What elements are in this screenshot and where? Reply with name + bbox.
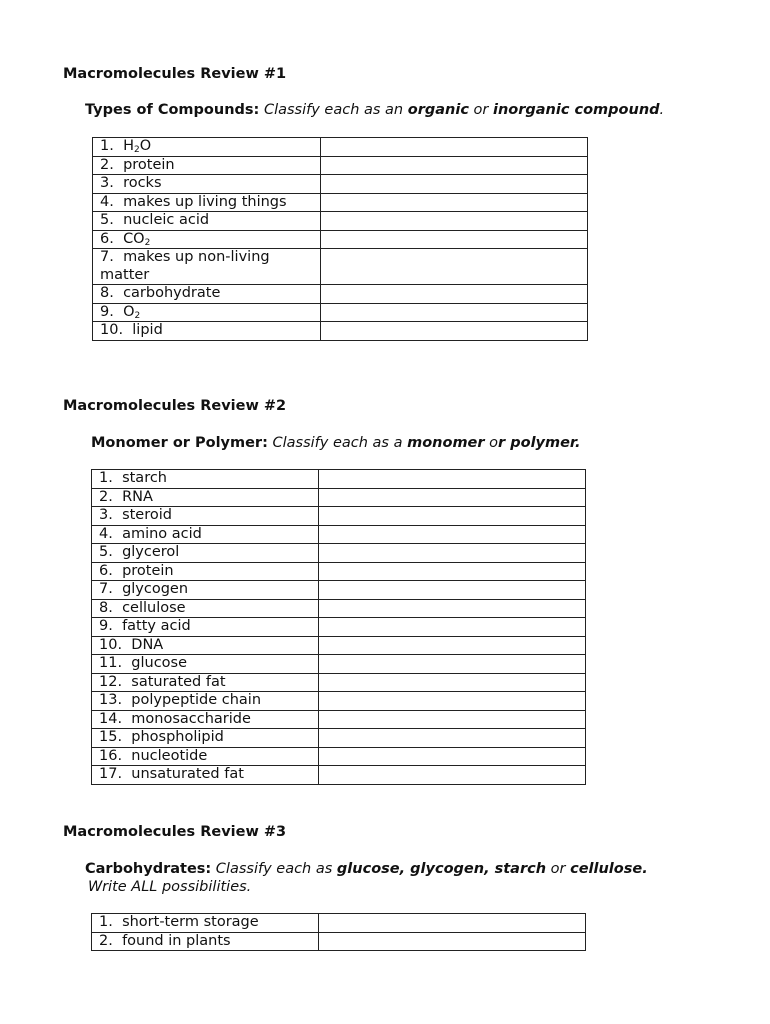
table-row [93, 175, 588, 194]
table-row [93, 212, 588, 231]
item-label [93, 249, 321, 285]
answer-cell[interactable] [319, 766, 586, 785]
instr-term-cellulose: cellulose. [570, 861, 648, 877]
item-number: 6. [99, 562, 113, 579]
item-label [92, 729, 319, 748]
item-label [92, 932, 319, 951]
item-label [92, 488, 319, 507]
answer-cell[interactable] [321, 212, 588, 231]
item-text: monosaccharide [131, 710, 251, 727]
answer-cell[interactable] [321, 249, 588, 285]
answer-cell[interactable] [319, 729, 586, 748]
table-row [93, 303, 588, 322]
item-label [92, 673, 319, 692]
item-label [93, 303, 321, 322]
item-number: 6. [100, 230, 114, 247]
instr-text: . [659, 102, 665, 118]
item-subscript: 2 [133, 145, 140, 155]
instr-term-organic: organic [407, 102, 469, 118]
item-number: 8. [99, 599, 113, 616]
answer-cell[interactable] [319, 470, 586, 489]
item-number: 10. [99, 636, 123, 653]
answer-cell[interactable] [319, 747, 586, 766]
item-text: makes up living things [123, 193, 287, 210]
table-row [93, 285, 588, 304]
item-number: 9. [100, 303, 114, 320]
table-row [92, 914, 586, 933]
item-label [92, 655, 319, 674]
table-row [93, 249, 588, 285]
answer-cell[interactable] [319, 562, 586, 581]
item-number: 2. [100, 156, 114, 173]
item-text: amino acid [122, 525, 202, 542]
item-number: 4. [99, 525, 113, 542]
instr-text: Classify each as a [267, 435, 408, 451]
item-label [92, 525, 319, 544]
section-3-instructions [85, 860, 648, 878]
item-text: starch [122, 470, 167, 486]
item-text: glycerol [122, 544, 180, 560]
item-label [92, 581, 319, 600]
section-2-table [91, 469, 586, 785]
table-row [92, 729, 586, 748]
instr-text: Classify each as an [259, 102, 408, 118]
answer-cell[interactable] [319, 673, 586, 692]
item-text: DNA [131, 636, 164, 653]
item-text-suffix: O [139, 138, 152, 154]
table-row [92, 932, 586, 951]
answer-cell[interactable] [319, 599, 586, 618]
instr-term-options: glucose, glycogen, starch [336, 861, 547, 877]
section-1-table [92, 137, 588, 341]
answer-cell[interactable] [321, 322, 588, 341]
item-number: 9. [99, 618, 113, 634]
table-row [92, 488, 586, 507]
table-row [92, 636, 586, 655]
item-number: 7. [100, 249, 114, 265]
item-label [93, 193, 321, 212]
answer-cell[interactable] [321, 285, 588, 304]
instr-text: Classify each as [211, 861, 337, 877]
table-row [92, 766, 586, 785]
answer-cell[interactable] [319, 914, 586, 933]
table-row [93, 138, 588, 157]
item-number: 7. [99, 581, 113, 597]
item-label [93, 175, 321, 194]
item-text: RNA [122, 488, 153, 505]
answer-cell[interactable] [319, 710, 586, 729]
item-text: lipid [132, 322, 163, 338]
section-2-heading: Macromolecules Review #2 [63, 398, 287, 414]
table-row [93, 156, 588, 175]
section-2-instructions [91, 434, 581, 452]
item-text: CO [123, 230, 145, 247]
item-number: 10. [100, 322, 124, 338]
item-text: found in plants [122, 932, 231, 949]
item-text: saturated fat [131, 673, 226, 690]
item-text: protein [123, 156, 175, 173]
item-text: nucleotide [131, 747, 208, 764]
item-label [93, 212, 321, 231]
item-text: O [123, 303, 135, 320]
table-row [92, 692, 586, 711]
table-row [92, 618, 586, 637]
answer-cell[interactable] [319, 581, 586, 600]
instr-label: Carbohydrates: [85, 861, 212, 877]
item-number: 2. [99, 932, 113, 949]
item-number: 15. [99, 729, 123, 745]
item-text: phospholipid [131, 729, 224, 745]
item-text: fatty acid [122, 618, 191, 634]
item-label [92, 914, 319, 933]
instr-text: or [546, 861, 571, 877]
instr-term-polymer: r polymer. [498, 435, 581, 451]
instr-term-inorganic: inorganic compound [492, 102, 660, 118]
item-text: unsaturated fat [131, 766, 244, 782]
item-label [92, 766, 319, 785]
item-label [93, 285, 321, 304]
item-text: rocks [123, 175, 162, 191]
item-number: 3. [99, 507, 113, 523]
answer-cell[interactable] [321, 303, 588, 322]
item-text: short-term storage [122, 914, 259, 930]
section-3-table [91, 913, 586, 951]
item-label [92, 544, 319, 563]
item-label [92, 692, 319, 711]
answer-cell[interactable] [321, 175, 588, 194]
item-number: 14. [99, 710, 123, 727]
instr-term-monomer: monomer [407, 435, 485, 451]
table-row [92, 747, 586, 766]
item-number: 1. [100, 138, 114, 154]
item-number: 5. [99, 544, 113, 560]
section-3-heading: Macromolecules Review #3 [63, 824, 287, 840]
table-row [92, 470, 586, 489]
item-label [92, 507, 319, 526]
table-row [92, 655, 586, 674]
item-number: 17. [99, 766, 123, 782]
item-label [92, 562, 319, 581]
answer-cell[interactable] [321, 193, 588, 212]
table-row [92, 544, 586, 563]
item-number: 8. [100, 285, 114, 301]
item-text: cellulose [122, 599, 186, 616]
item-number: 3. [100, 175, 114, 191]
answer-cell[interactable] [321, 156, 588, 175]
answer-cell[interactable] [319, 655, 586, 674]
table-row [92, 507, 586, 526]
answer-cell[interactable] [321, 138, 588, 157]
instr-text: or [468, 102, 493, 118]
item-label [92, 618, 319, 637]
item-number: 1. [99, 470, 113, 486]
item-text: makes up non-living matter [100, 249, 270, 283]
table-row [93, 230, 588, 249]
table-row [92, 581, 586, 600]
item-number: 13. [99, 692, 123, 708]
answer-cell[interactable] [319, 488, 586, 507]
item-number: 5. [100, 212, 114, 228]
section-3-instructions-line2: Write ALL possibilities. [88, 879, 252, 895]
item-number: 11. [99, 655, 123, 671]
answer-cell[interactable] [319, 932, 586, 951]
answer-cell[interactable] [319, 692, 586, 711]
item-number: 2. [99, 488, 113, 505]
item-text: steroid [122, 507, 172, 523]
table-row [93, 193, 588, 212]
item-label [93, 322, 321, 341]
item-label [92, 470, 319, 489]
item-text: glucose [131, 655, 188, 671]
item-label [93, 138, 321, 157]
instr-text: o [484, 435, 499, 451]
item-subscript: 2 [144, 237, 151, 248]
section-1-heading: Macromolecules Review #1 [63, 66, 287, 82]
answer-cell[interactable] [319, 544, 586, 563]
item-number: 12. [99, 673, 123, 690]
answer-cell[interactable] [319, 636, 586, 655]
item-label [93, 230, 321, 249]
item-text: H [123, 138, 134, 154]
table-row [92, 599, 586, 618]
item-subscript: 2 [134, 310, 141, 321]
item-text: polypeptide chain [131, 692, 262, 708]
item-label [92, 636, 319, 655]
answer-cell[interactable] [319, 618, 586, 637]
instr-label: Monomer or Polymer: [91, 435, 268, 451]
answer-cell[interactable] [321, 230, 588, 249]
instr-label: Types of Compounds: [85, 102, 260, 118]
item-number: 1. [99, 914, 113, 930]
item-text: glycogen [122, 581, 189, 597]
item-label [93, 156, 321, 175]
table-row [93, 322, 588, 341]
item-number: 4. [100, 193, 114, 210]
item-label [92, 747, 319, 766]
table-row [92, 710, 586, 729]
table-row [92, 562, 586, 581]
answer-cell[interactable] [319, 525, 586, 544]
item-number: 16. [99, 747, 123, 764]
section-1-instructions [85, 101, 664, 119]
item-label [92, 599, 319, 618]
item-text: carbohydrate [123, 285, 221, 301]
table-row [92, 673, 586, 692]
item-label [92, 710, 319, 729]
answer-cell[interactable] [319, 507, 586, 526]
item-text: protein [122, 562, 174, 579]
table-row [92, 525, 586, 544]
item-text: nucleic acid [123, 212, 210, 228]
